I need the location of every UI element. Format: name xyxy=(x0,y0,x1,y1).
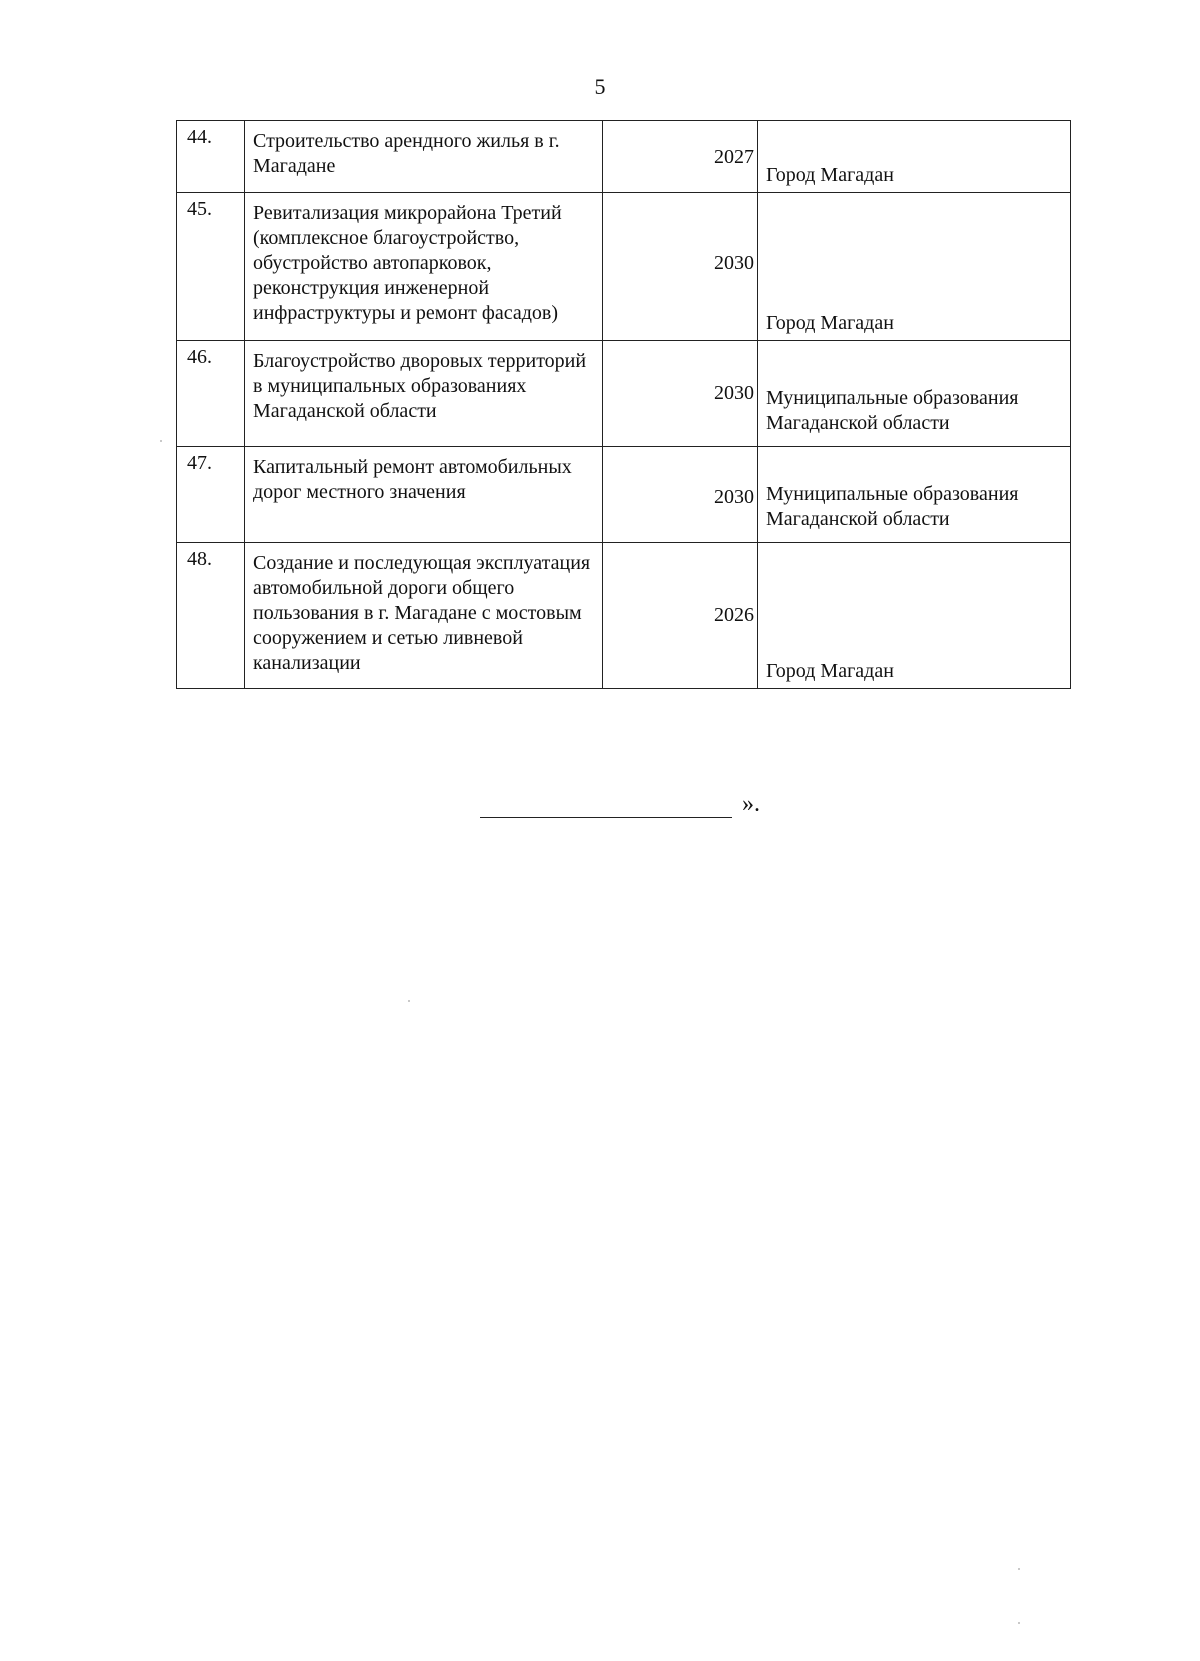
table-row xyxy=(177,193,1071,341)
row-number: 45. xyxy=(177,193,245,341)
project-year: 2030 xyxy=(714,382,754,404)
project-year: 2026 xyxy=(714,604,754,626)
table-row xyxy=(177,341,1071,447)
project-location: Город Магадан xyxy=(758,543,1071,689)
scan-speck xyxy=(408,1000,410,1002)
project-name: Ревитализация микрорайона Третий (комплексное благоустройство, обустройство автопарковок, реконструкция инженерной инфраструктуры и ремонт фасадов) xyxy=(245,193,603,341)
row-number: 47. xyxy=(177,447,245,543)
closing-line xyxy=(480,790,760,818)
projects-table xyxy=(176,120,1071,689)
year-cell xyxy=(603,447,758,543)
signature-rule xyxy=(480,791,732,818)
project-year: 2027 xyxy=(714,146,754,168)
scan-speck xyxy=(1018,1622,1020,1624)
table-row xyxy=(177,543,1071,689)
project-location: Город Магадан xyxy=(758,193,1071,341)
project-location: Муниципальные образования Магаданской области xyxy=(758,341,1071,447)
row-number: 48. xyxy=(177,543,245,689)
row-number: 46. xyxy=(177,341,245,447)
project-year: 2030 xyxy=(714,252,754,274)
row-number: 44. xyxy=(177,121,245,193)
page-number: 5 xyxy=(594,74,606,99)
year-cell xyxy=(603,543,758,689)
table-row xyxy=(177,447,1071,543)
project-location: Муниципальные образования Магаданской области xyxy=(758,447,1071,543)
table-row xyxy=(177,121,1071,193)
closing-quote: ». xyxy=(742,791,760,817)
scan-speck xyxy=(160,440,162,442)
project-name: Благоустройство дворовых территорий в муниципальных образованиях Магаданской области xyxy=(245,341,603,447)
year-cell xyxy=(603,341,758,447)
scan-speck xyxy=(1018,1568,1020,1570)
project-name: Строительство арендного жилья в г. Магадане xyxy=(245,121,603,193)
year-cell xyxy=(603,121,758,193)
project-name: Капитальный ремонт автомобильных дорог местного значения xyxy=(245,447,603,543)
project-location: Город Магадан xyxy=(758,121,1071,193)
year-cell xyxy=(603,193,758,341)
project-name: Создание и последующая эксплуатация автомобильной дороги общего пользования в г. Магадане с мостовым сооружением и сетью ливневой канализации xyxy=(245,543,603,689)
project-year: 2030 xyxy=(714,486,754,508)
